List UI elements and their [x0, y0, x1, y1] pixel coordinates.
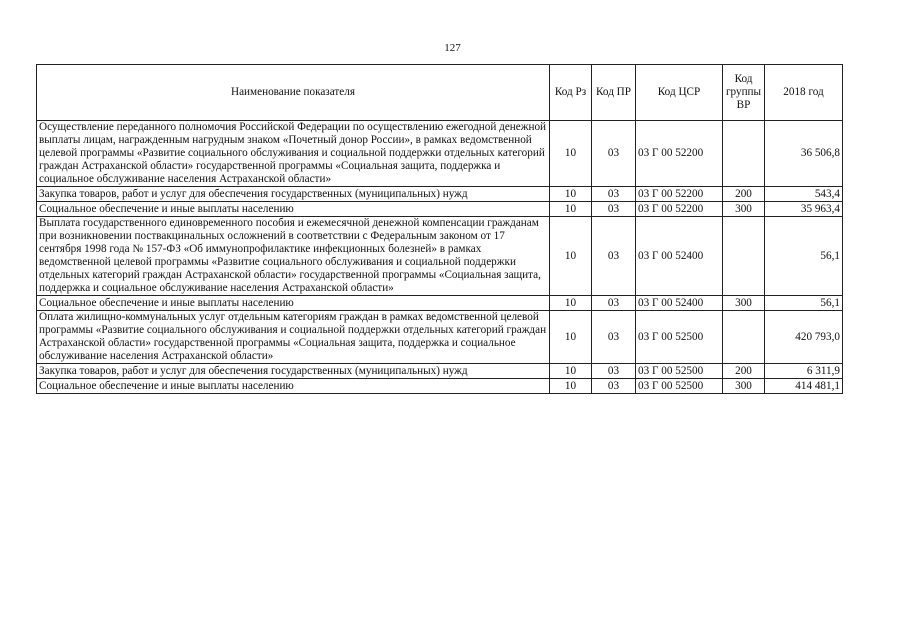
row-rz: 10: [550, 379, 592, 394]
row-pr: 03: [592, 121, 636, 187]
table-row: [37, 217, 843, 296]
row-rz: 10: [550, 121, 592, 187]
budget-table: [36, 64, 843, 394]
row-csr: 03 Г 00 52200: [636, 202, 723, 217]
row-name: Выплата государственного единовременного пособия и ежемесячной денежной компенсации гражданам при возникновении поствакцинальных осложнений в соответствии с Федеральным законом от 17 сентября 1998 года № 157-ФЗ «Об иммунопрофилактике инфекционных болезней» в рамках ведомственной целевой программы «Развитие социального обслуживания и социальной поддержки отдельных категорий граждан Астраханской области» государственной программы «Социальная защита, поддержка и социальное обслуживание населения Астраханской области»: [37, 217, 550, 296]
row-name: Социальное обеспечение и иные выплаты населению: [37, 379, 550, 394]
row-pr: 03: [592, 296, 636, 311]
row-csr: 03 Г 00 52500: [636, 311, 723, 364]
row-csr: 03 Г 00 52400: [636, 217, 723, 296]
row-amount: 543,4: [765, 187, 843, 202]
header-name: Наименование показателя: [37, 65, 550, 121]
row-vr: 300: [723, 202, 765, 217]
table-row: [37, 187, 843, 202]
row-name: Социальное обеспечение и иные выплаты населению: [37, 202, 550, 217]
row-rz: 10: [550, 364, 592, 379]
row-rz: 10: [550, 202, 592, 217]
row-name: Закупка товаров, работ и услуг для обеспечения государственных (муниципальных) нужд: [37, 364, 550, 379]
row-vr: 300: [723, 379, 765, 394]
row-vr: [723, 311, 765, 364]
row-name: Закупка товаров, работ и услуг для обеспечения государственных (муниципальных) нужд: [37, 187, 550, 202]
row-csr: 03 Г 00 52200: [636, 187, 723, 202]
header-csr: Код ЦСР: [636, 65, 723, 121]
row-vr: [723, 217, 765, 296]
row-pr: 03: [592, 217, 636, 296]
row-rz: 10: [550, 187, 592, 202]
table-row: [37, 379, 843, 394]
row-pr: 03: [592, 187, 636, 202]
row-name: Оплата жилищно-коммунальных услуг отдельным категориям граждан в рамках ведомственной целевой программы «Развитие социального обслуживания и социальной поддержки отдельных категорий граждан Астраханской области» государственной программы «Социальная защита, поддержка и социальное обслуживание населения Астраханской области»: [37, 311, 550, 364]
row-csr: 03 Г 00 52500: [636, 379, 723, 394]
row-rz: 10: [550, 296, 592, 311]
row-amount: 56,1: [765, 217, 843, 296]
row-pr: 03: [592, 364, 636, 379]
header-rz: Код Рз: [550, 65, 592, 121]
row-amount: 35 963,4: [765, 202, 843, 217]
header-pr: Код ПР: [592, 65, 636, 121]
row-amount: 6 311,9: [765, 364, 843, 379]
table-row: [37, 296, 843, 311]
row-amount: 36 506,8: [765, 121, 843, 187]
row-name: Осуществление переданного полномочия Российской Федерации по осуществлению ежегодной денежной выплаты лицам, награжденным нагрудным знаком «Почетный донор России», в рамках ведомственной целевой программы «Развитие социального обслуживания и социальной поддержки отдельных категорий граждан Астраханской области» государственной программы «Социальная защита, поддержка и социальное обслуживание населения Астраханской области»: [37, 121, 550, 187]
table-row: [37, 121, 843, 187]
row-csr: 03 Г 00 52500: [636, 364, 723, 379]
row-vr: [723, 121, 765, 187]
header-vr: Код группы ВР: [723, 65, 765, 121]
row-pr: 03: [592, 202, 636, 217]
row-amount: 420 793,0: [765, 311, 843, 364]
row-pr: 03: [592, 379, 636, 394]
row-csr: 03 Г 00 52200: [636, 121, 723, 187]
row-name: Социальное обеспечение и иные выплаты населению: [37, 296, 550, 311]
row-csr: 03 Г 00 52400: [636, 296, 723, 311]
row-vr: 200: [723, 364, 765, 379]
row-amount: 56,1: [765, 296, 843, 311]
row-vr: 200: [723, 187, 765, 202]
row-pr: 03: [592, 311, 636, 364]
row-vr: 300: [723, 296, 765, 311]
header-year: 2018 год: [765, 65, 843, 121]
row-rz: 10: [550, 311, 592, 364]
row-amount: 414 481,1: [765, 379, 843, 394]
table-row: [37, 202, 843, 217]
row-rz: 10: [550, 217, 592, 296]
table-row: [37, 364, 843, 379]
table-row: [37, 311, 843, 364]
page-number: 127: [444, 42, 461, 54]
table-header-row: [37, 65, 843, 121]
